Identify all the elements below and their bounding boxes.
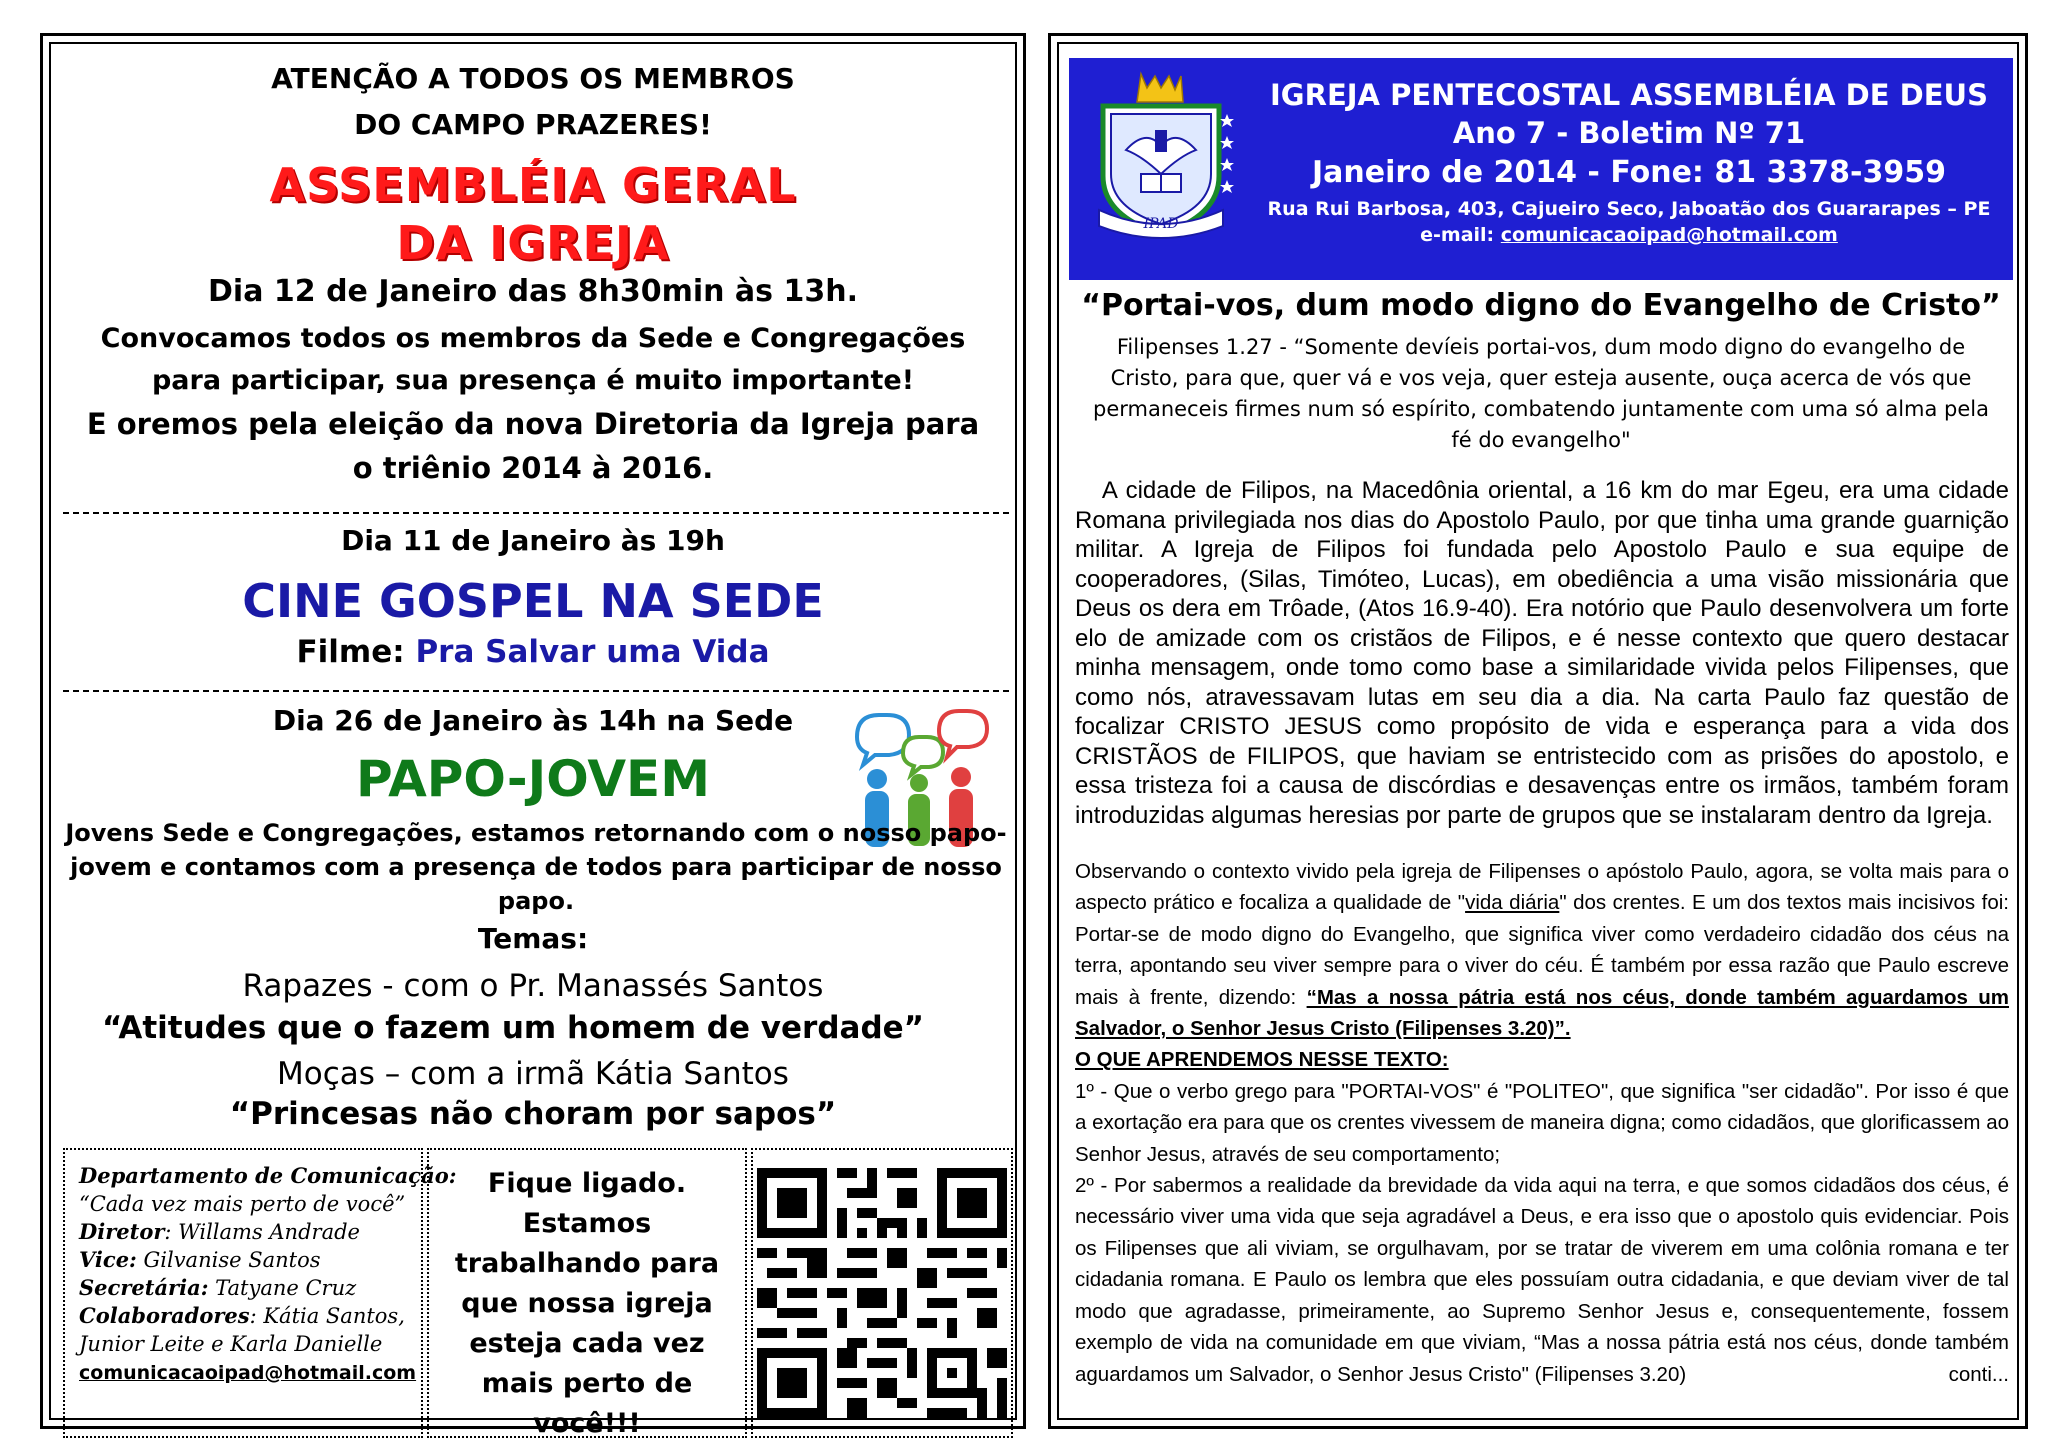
heading-line2: DO CAMPO PRAZERES! [354,108,712,141]
bulletin-number: Ano 7 - Boletim Nº 71 [1452,116,1806,150]
dept-email-link[interactable]: comunicacaoipad@hotmail.com [79,1362,417,1384]
article-paragraph-1 [1075,476,2009,830]
church-email-link[interactable]: comunicacaoipad@hotmail.com [1500,224,1838,246]
papo-date: Dia 26 de Janeiro às 14h na Sede [272,704,794,737]
philippians-quote: “Mas a nossa pátria está nos céus, donde também aguardamos um Salvador, o Senhor Jesus Cristo (Filipenses 3.20)”. [1075,985,2009,1041]
members-heading [73,56,993,148]
collab-names-1: : Kátia Santos, [249,1304,405,1328]
mocas-line: Moças – com a irmã Kátia Santos [277,1056,789,1092]
lesson-point-2-text: 2º - Por sabermos a realidade da brevidade da vida aqui na terra, e que somos cidadãos dos céus, é necessário viver uma vida que seja agradável a Deus, e era isso que o apostolo quis evidenciar. Pois os Filipenses que ali viviam, se orgulhavam, por se tratar de viverem em uma colônia romana e ter cidadania romana. E Paulo os lembra que eles possuíam outra cidadania, e que deviam viver de tal modo que agradasse, primeiramente, ao Supremo Senhor Jesus e, consequentemente, fossem exemplo de vida na comunidade em que viviam, “Mas a nossa pátria está nos céus, donde também aguardamos um Salvador, o Senhor Jesus Cristo" (Filipenses 3.20) [1075,1174,2009,1386]
lesson-point-2 [1075,1170,2009,1390]
church-email [1249,224,2009,246]
director-name: : Willams Andrade [164,1220,360,1244]
logo-text: IPAD [1143,216,1179,232]
lesson-point-1: 1º - Que o verbo grego para "PORTAI-VOS" é "POLITEO", que significa "ser cidadão". Por isso é que a exortação era para que os crentes vivessem de maneira digna; como cidadãos, que glorificassem ao Senhor Jesus, através de seu comportamento; [1075,1079,2009,1166]
vice-label: Vice: [79,1247,137,1272]
church-shield-icon [1081,70,1241,240]
film-label: Filme: [296,634,405,670]
dept-title: Departamento de Comunicação: [79,1163,457,1188]
assembly-call: Convocamos todos os membros da Sede e Congregações para participar, sua presença é muito importante! [100,323,966,396]
church-header [1069,58,2013,280]
cine-film [73,634,993,670]
date-phone: Janeiro de 2014 - Fone: 81 3378-3959 [1311,155,1946,190]
assembly-title [73,156,993,272]
film-name: Pra Salvar uma Vida [415,634,770,670]
rapazes-line: Rapazes - com o Pr. Manassés Santos [242,968,824,1004]
temas-label: Temas: [477,922,589,955]
church-logo [1081,70,1241,240]
communication-department-box [63,1148,457,1438]
rapazes-theme: “Atitudes que o fazem um homem de verdade” [101,1010,925,1046]
email-label: e-mail: [1420,224,1501,246]
cine-title: CINE GOSPEL NA SEDE [242,574,824,628]
stay-tuned-box: Fique ligado. Estamos trabalhando para que nossa igreja esteja cada vez mais perto de você!!! [427,1148,747,1438]
qr-code-box [751,1148,1013,1438]
left-panel [40,33,1026,1439]
article-paragraph-2 [1075,856,2009,1390]
separator [63,512,1009,514]
learn-heading: O QUE APRENDEMOS NESSE TEXTO: [1075,1048,1449,1072]
right-panel [1048,33,2028,1429]
church-name: IGREJA PENTECOSTAL ASSEMBLÉIA DE DEUS [1270,78,1988,112]
secretary-label: Secretária: [79,1275,209,1300]
continued-marker: conti... [1948,1362,2009,1386]
dept-motto: “Cada vez mais perto de você” [79,1192,406,1216]
assembly-title-line1: ASSEMBLÉIA GERAL [269,158,797,212]
assembly-date: Dia 12 de Janeiro das 8h30min às 13h. [208,274,858,309]
vice-name: Gilvanise Santos [136,1248,321,1272]
assembly-title-line2: DA IGREJA [396,216,670,270]
assembly-pray: E oremos pela eleição da nova Diretoria da Igreja para o triênio 2014 à 2016. [86,407,980,485]
cine-date: Dia 11 de Janeiro às 19h [341,524,725,557]
paragraph-2-part-b: " dos crentes. E um dos textos mais incisivos foi: Portar-se de modo digno do Evangelho, que significa viver como verdadeiro cidadão dos céus na terra, apontando seu viver sempre para o viver do céu. É também por essa razão que Paulo escreve mais à frente, dizendo: [1075,891,2009,1009]
collab-label: Colaboradores [79,1303,250,1328]
director-label: Diretor [79,1219,165,1244]
collab-names-2: Junior Leite e Karla Danielle [79,1332,383,1356]
paragraph-1-text: A cidade de Filipos, na Macedônia oriental, a 16 km do mar Egeu, era uma cidade Romana privilegiada nos dias do Apostolo Paulo, por que tinha uma grande guarnição militar. A Igreja de Filipos foi fundada pelo Apostolo Paulo e sua equipe de cooperadores, (Silas, Timóteo, Lucas), em obediência a uma visão missionária que Deus os dera em Trôade, (Atos 16.9-40). Era notório que Paulo desenvolvera um forte elo de amizade com os cristãos de Filipos, e é nesse contexto que quero destacar minha mensagem, onde tomo como base a similaridade vivida pelos Filipenses, que como nós, atravessavam lutas em seu dia a dia. Na carta Paulo faz questão de focalizar CRISTO JESUS como propósito de vida e esperança para a vida dos CRISTÃOS de FILIPOS, que haviam se entristecido com as prisões do apostolo, e essa tristeza foi a causa de discórdias e desavenças entre os irmãos, também foram introduzidas algumas heresias por parte de grupos que se instalaram dentro da Igreja. [1075,477,2009,829]
paragraph-2-part-a: Observando o contexto vivido pela igreja de Filipenses o apóstolo Paulo, agora, se volta mais para o aspecto prático e focaliza a qualidade de " [1075,860,2009,915]
church-address: Rua Rui Barbosa, 403, Cajueiro Seco, Jaboatão dos Guararapes – PE [1267,198,1991,220]
papo-text: Jovens Sede e Congregações, estamos retornando com o nosso papo-jovem e contamos com a presença de todos para participar de nosso papo. [65,819,1007,915]
separator [63,690,1009,692]
mocas-theme: “Princesas não choram por sapos” [229,1096,837,1132]
qr-code-icon[interactable] [757,1168,1007,1418]
daily-life-term: vida diária [1465,891,1560,915]
secretary-name: Tatyane Cruz [208,1276,357,1300]
heading-line1: ATENÇÃO A TODOS OS MEMBROS [271,62,795,95]
papo-title: PAPO-JOVEM [356,750,710,808]
article-verse: Filipenses 1.27 - “Somente devíeis portai-vos, dum modo digno do evangelho de Cristo, para que, quer vá e vos veja, quer esteja ausente, ouça acerca de vós que permaneceis firmes num só espírito, combatendo juntamente com uma só alma pela fé do evangelho" [1092,335,1989,452]
article-title: “Portai-vos, dum modo digno do Evangelho de Cristo” [1081,288,2001,323]
